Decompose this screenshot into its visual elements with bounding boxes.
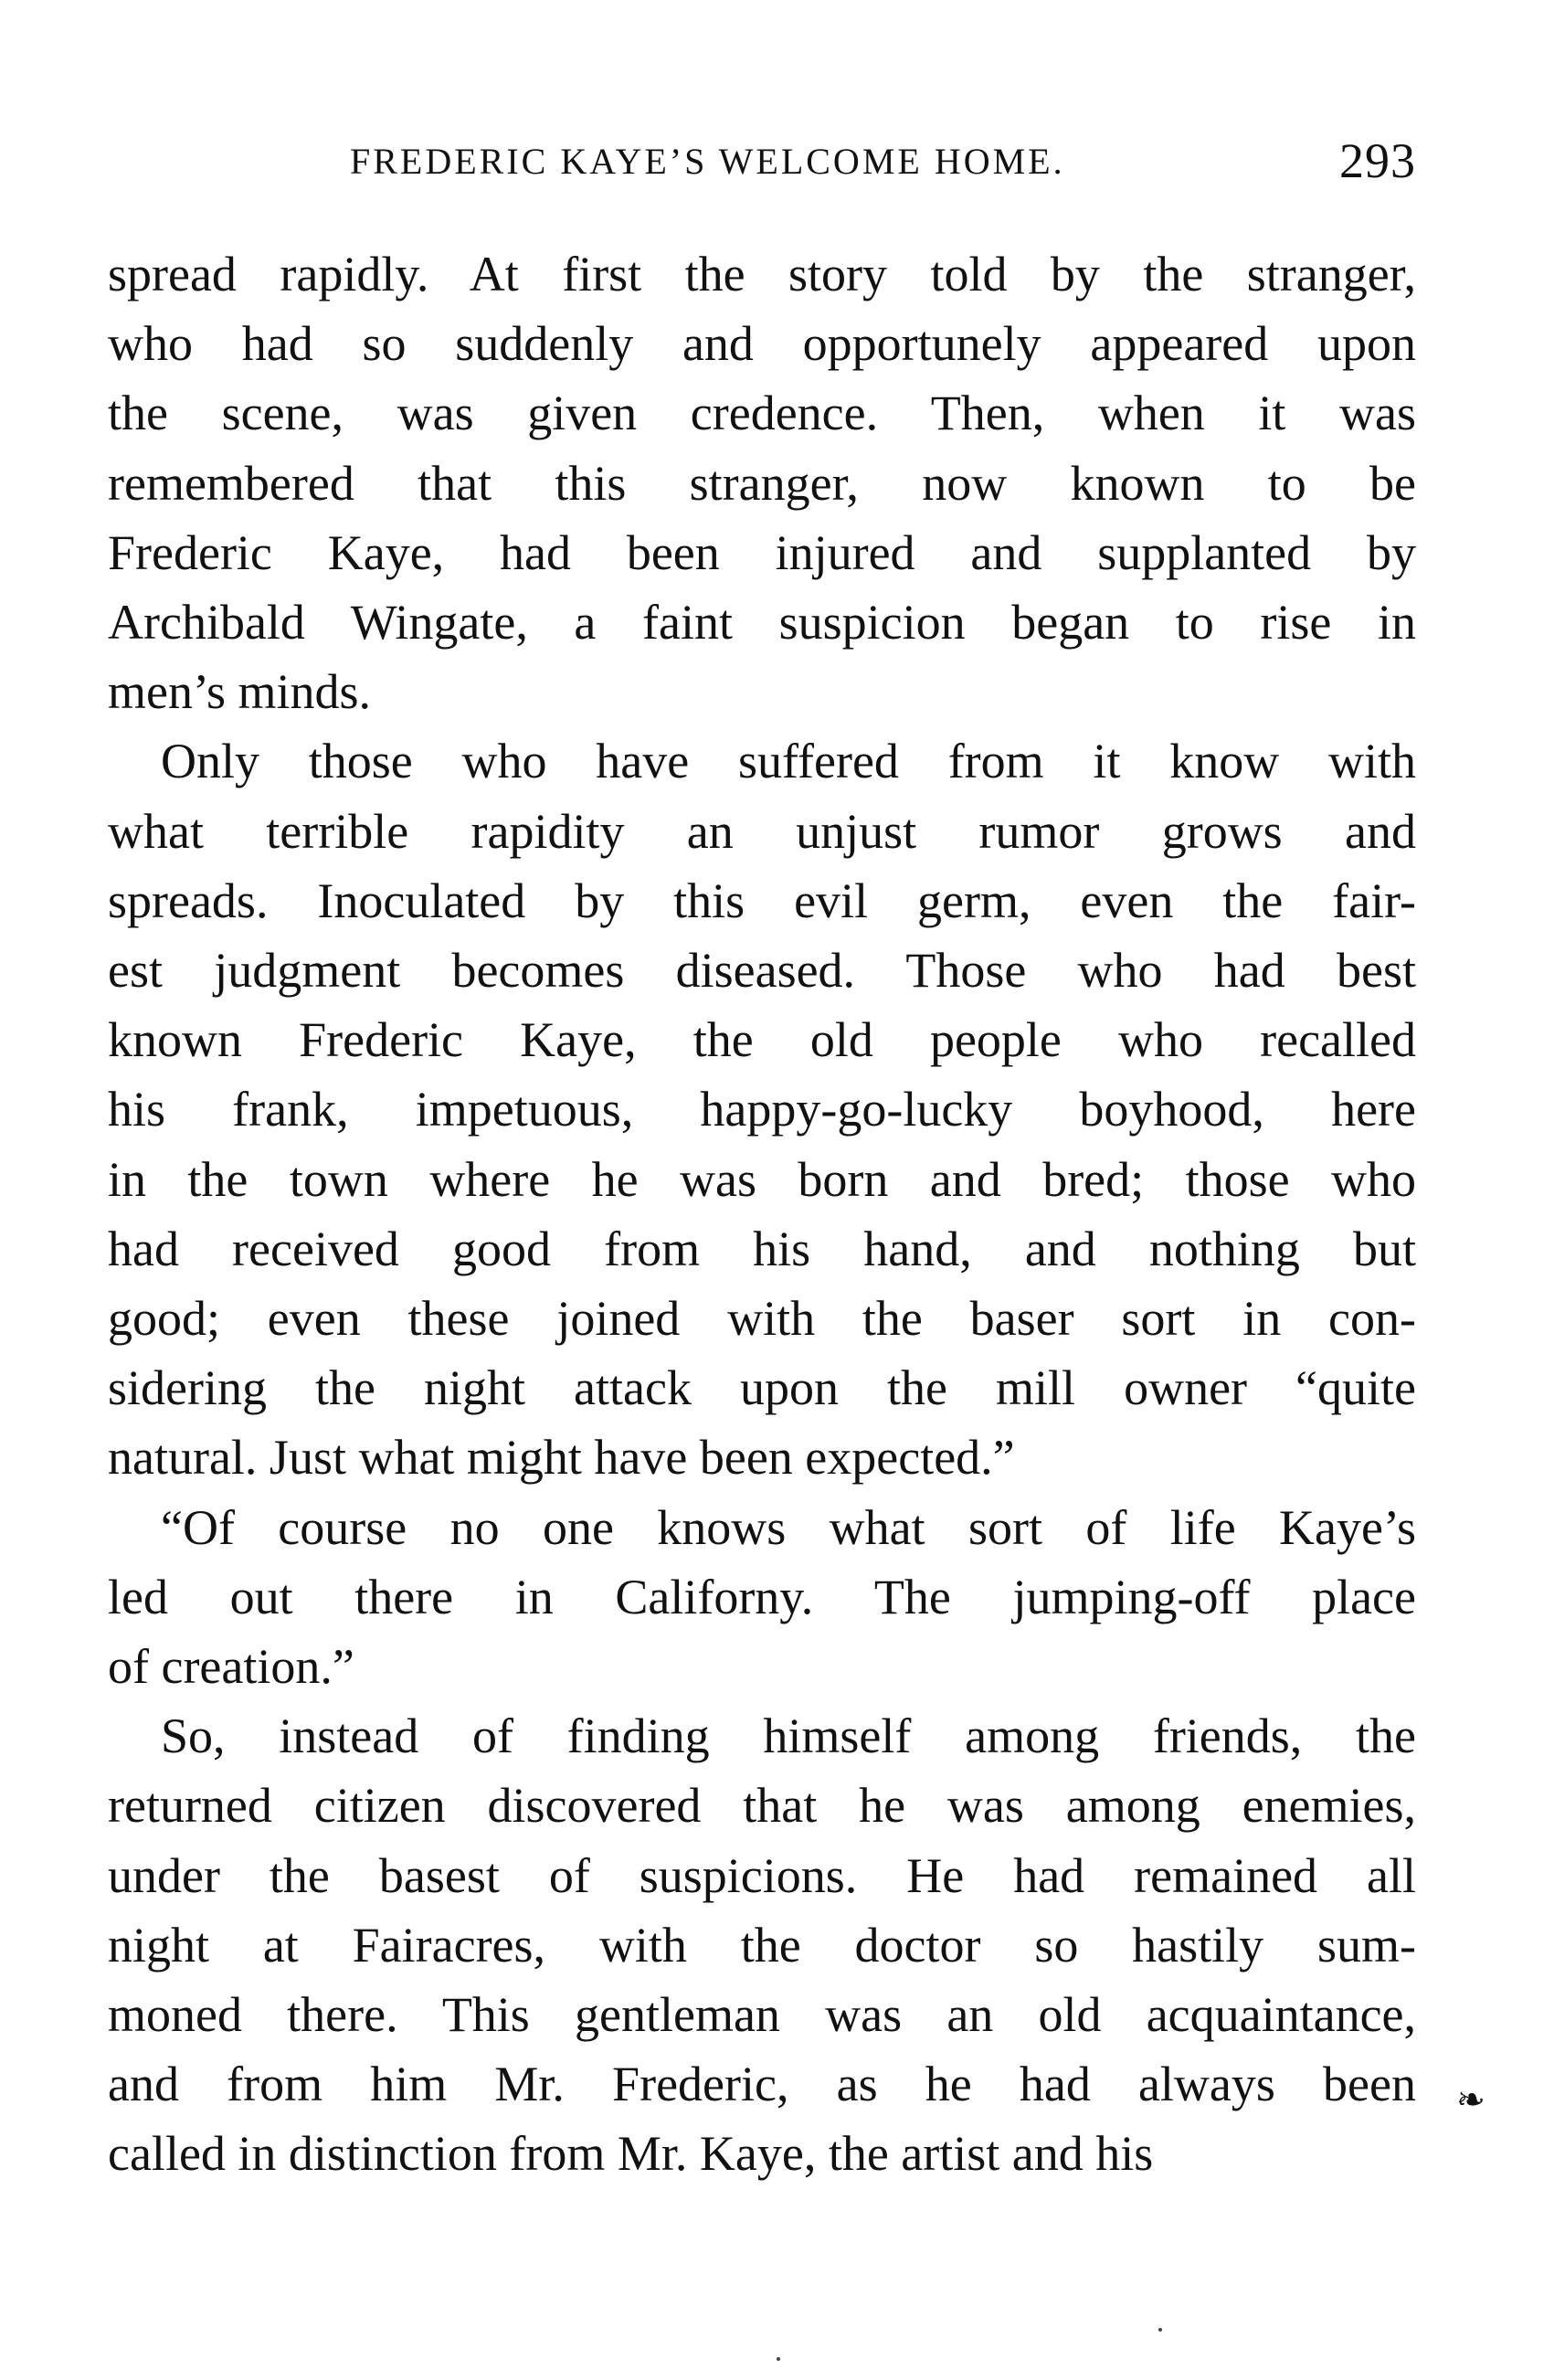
text-line: est judgment becomes diseased. Those who had best [108,943,1416,999]
ink-speck [777,2357,780,2361]
text-line: the scene, was given credence. Then, when it was [108,386,1416,441]
text-line: called in distinction from Mr. Kaye, the artist and his [108,2126,1154,2182]
text-line: Only those who have suffered from it know with [161,734,1416,789]
text-line: what terrible rapidity an unjust rumor grows and [108,803,1416,859]
text-line: men’s minds. [108,664,372,720]
running-head: FREDERIC KAYE’S WELCOME HOME. [350,141,1065,182]
body-text [108,239,1416,2189]
paragraph [108,726,1416,1492]
text-line: in the town where he was born and bred; those who [108,1151,1416,1207]
text-line: of creation.” [108,1639,354,1695]
text-line: sidering the night attack upon the mill owner “quite [108,1360,1416,1416]
marginal-mark: ❧ [1456,2081,1485,2120]
text-line: spread rapidly. At first the story told by the stranger, [108,247,1416,301]
text-line: remembered that this stranger, now known to be [108,455,1416,511]
text-line: his frank, impetuous, happy-go-lucky boyhood, here [108,1082,1416,1137]
paragraph [108,1493,1416,1702]
page-number: 293 [1339,133,1416,188]
text-line: good; even these joined with the baser sort in con- [108,1291,1416,1347]
text-line: known Frederic Kaye, the old people who recalled [108,1012,1416,1068]
text-line: Frederic Kaye, had been injured and supplanted by [108,524,1416,580]
text-line: under the basest of suspicions. He had remained all [108,1847,1416,1903]
text-line: and from him Mr. Frederic, as he had always been [108,2057,1416,2112]
text-line: moned there. This gentleman was an old acquaintance, [108,1987,1416,2043]
text-line: spreads. Inoculated by this evil germ, even the fair- [108,873,1416,928]
page-header [108,132,1416,187]
text-line: led out there in Californy. The jumping-off place [108,1569,1416,1624]
text-line: who had so suddenly and opportunely appeared upon [108,316,1416,372]
text-line: Archibald Wingate, a faint suspicion began to rise in [108,595,1416,651]
text-line: natural. Just what might have been expected.” [108,1430,1015,1486]
paragraph [108,1701,1416,2188]
ink-speck [1158,2328,1162,2332]
text-line: So, instead of finding himself among friends, the [161,1708,1416,1764]
text-line: night at Fairacres, with the doctor so hastily sum- [108,1917,1416,1973]
paragraph [108,239,1416,726]
text-line: had received good from his hand, and nothing but [108,1221,1416,1276]
text-line: returned citizen discovered that he was among enemies, [108,1778,1416,1834]
text-line: “Of course no one knows what sort of life Kaye’s [161,1499,1416,1555]
